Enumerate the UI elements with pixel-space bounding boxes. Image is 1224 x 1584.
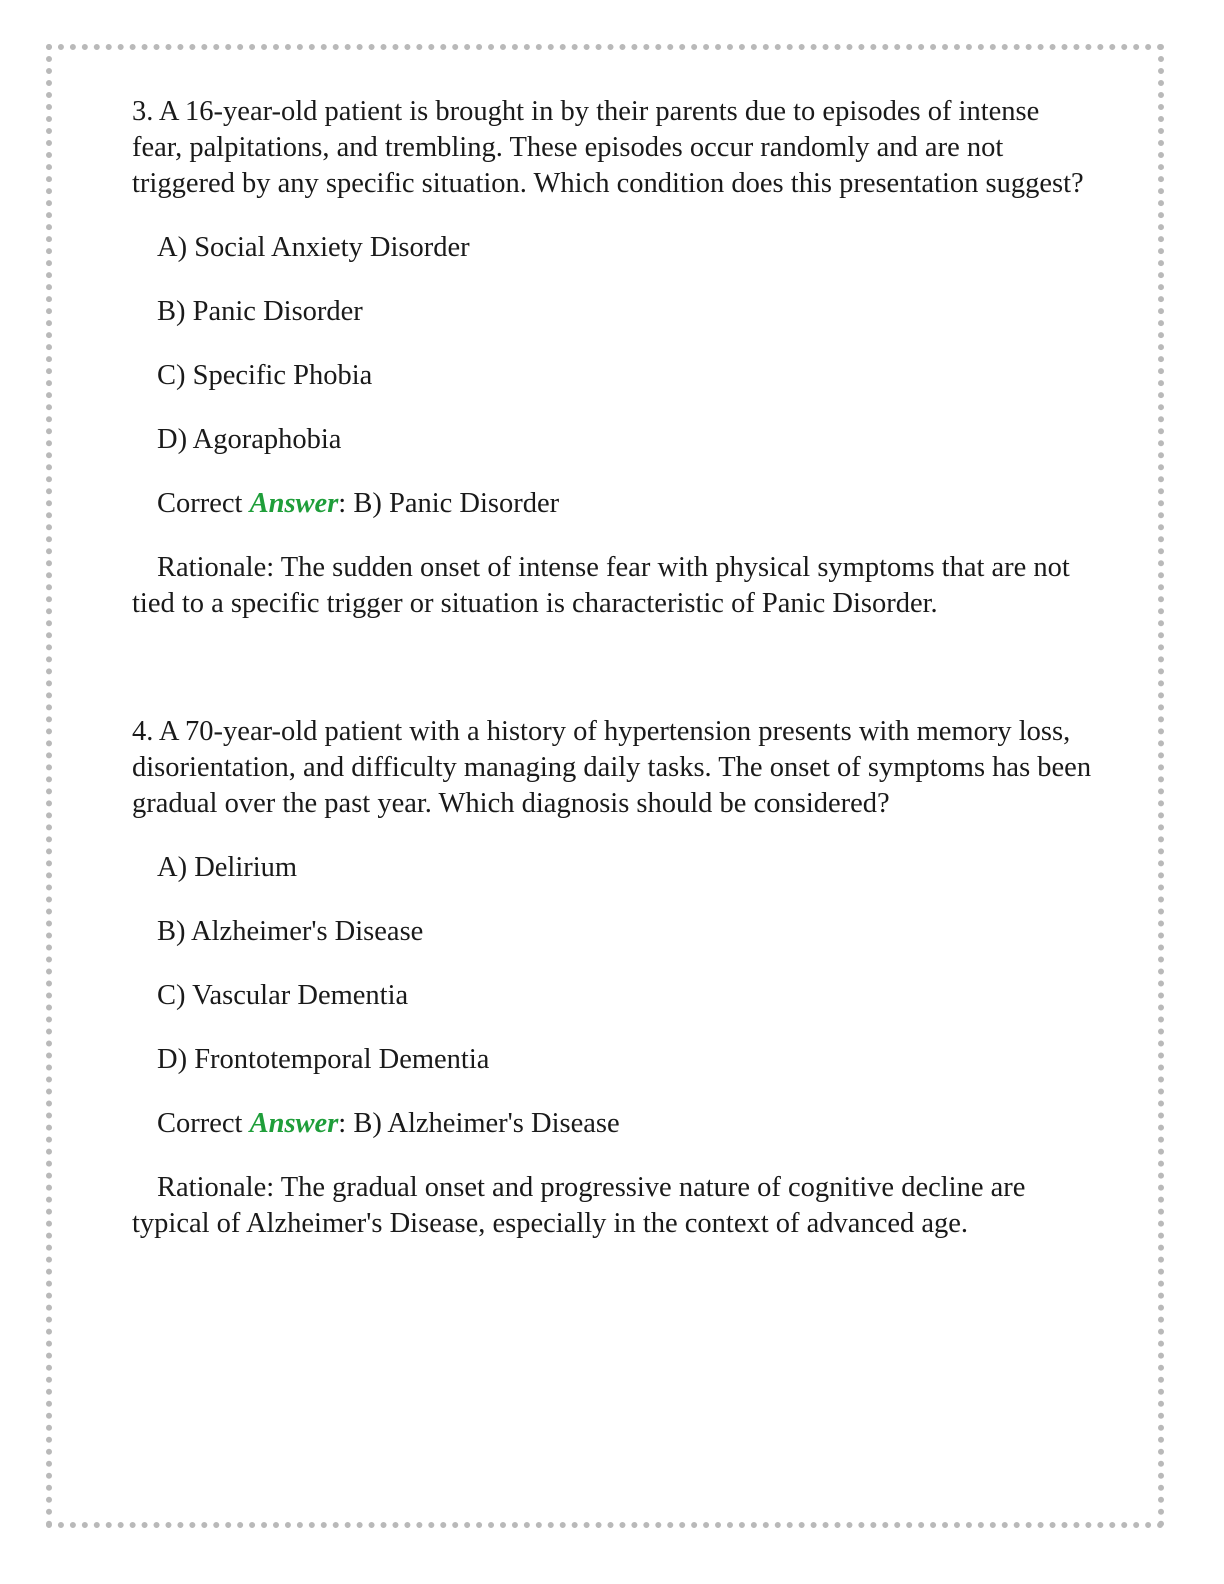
answer-keyword: Answer	[249, 1108, 339, 1139]
correct-answer-line	[132, 1106, 1092, 1142]
answer-option-d: D) Agoraphobia	[157, 424, 342, 455]
answer-keyword: Answer	[249, 488, 339, 519]
correct-answer-line	[132, 486, 1092, 522]
answer-option-c: C) Vascular Dementia	[157, 980, 409, 1011]
question-block	[132, 714, 1092, 1242]
question-block	[132, 94, 1092, 622]
answer-option-b: B) Panic Disorder	[157, 296, 363, 327]
correct-answer-prefix: Correct	[157, 488, 250, 519]
correct-answer-prefix: Correct	[157, 1108, 250, 1139]
answer-option-c: C) Specific Phobia	[157, 360, 373, 391]
rationale-text: Rationale: The sudden onset of intense fear with physical symptoms that are not tied to a specific trigger or situation is characteristic of Panic Disorder.	[132, 552, 1070, 619]
question-stem: 4. A 70-year-old patient with a history of hypertension presents with memory loss, disorientation, and difficulty managing daily tasks. The onset of symptoms has been gradual over the past year. Which diagnosis should be considered?	[132, 716, 1092, 819]
rationale-text: Rationale: The gradual onset and progressive nature of cognitive decline are typical of Alzheimer's Disease, especially in the context of advanced age.	[132, 1172, 1026, 1239]
correct-answer-value: : B) Panic Disorder	[338, 488, 560, 519]
answer-option-b: B) Alzheimer's Disease	[157, 916, 424, 947]
answer-option-a: A) Delirium	[157, 852, 298, 883]
document-body	[132, 94, 1092, 1242]
question-stem: 3. A 16-year-old patient is brought in by their parents due to episodes of intense fear, palpitations, and trembling. These episodes occur randomly and are not triggered by any specific situation. Which condition does this presentation suggest?	[132, 96, 1084, 199]
answer-option-a: A) Social Anxiety Disorder	[157, 232, 470, 263]
correct-answer-value: : B) Alzheimer's Disease	[338, 1108, 620, 1139]
answer-option-d: D) Frontotemporal Dementia	[157, 1044, 490, 1075]
